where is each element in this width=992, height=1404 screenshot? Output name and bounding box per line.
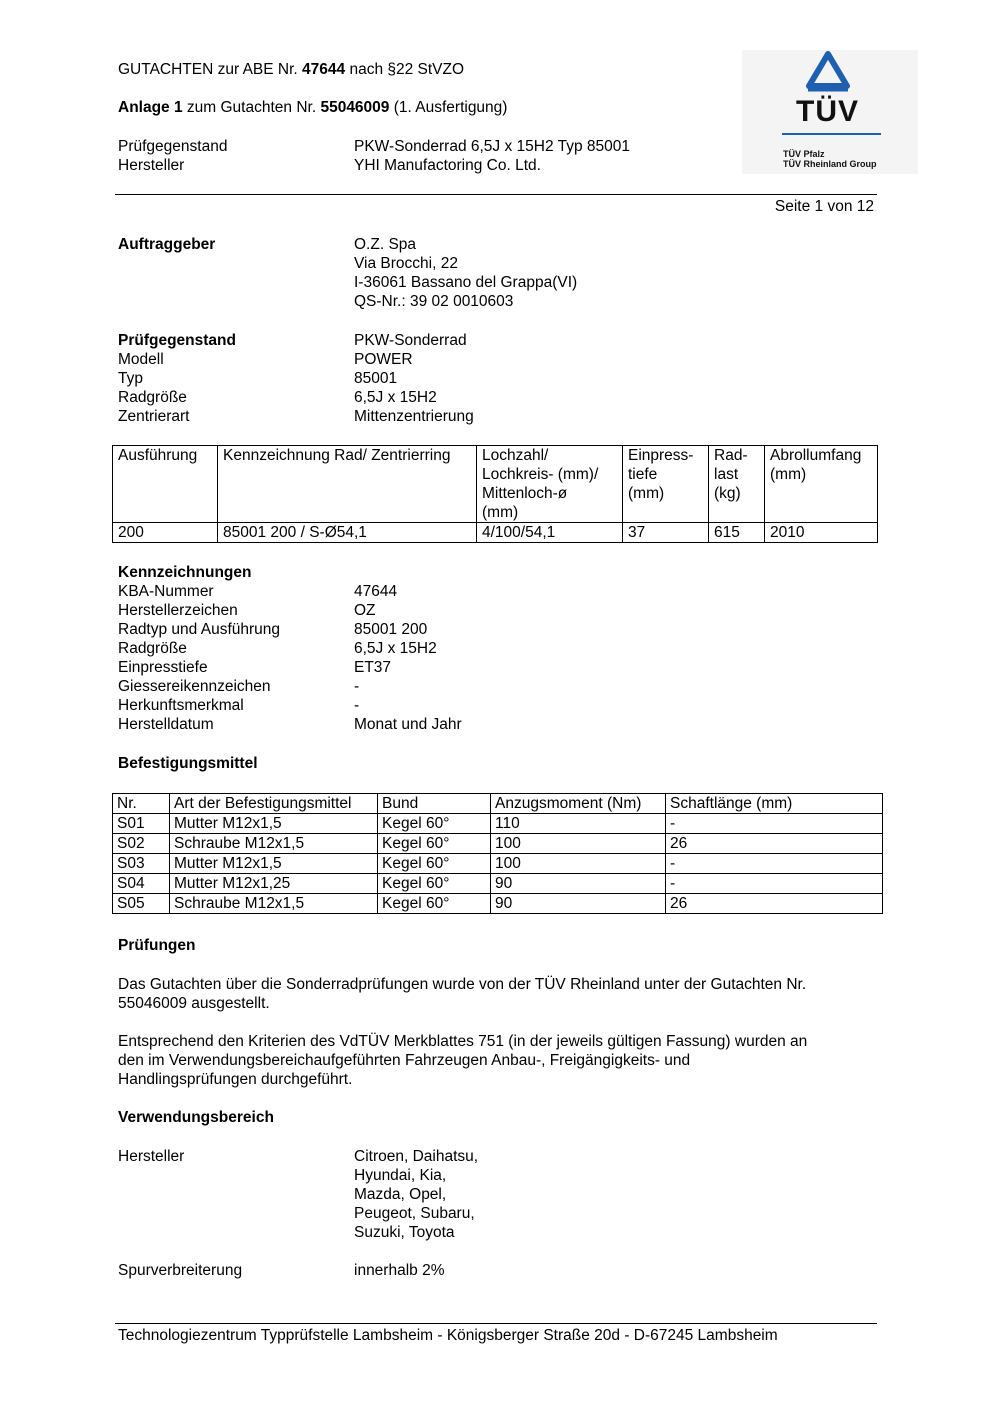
table-header-cell: Ausführung	[113, 446, 218, 523]
page-number: Seite 1 von 12	[774, 198, 874, 215]
table-row	[113, 523, 878, 543]
pruefungen-paragraph-1: Das Gutachten über die Sonderradprüfungen wurde von der TÜV Rheinland unter der Gutachten Nr. 55046009 ausgestellt.	[118, 976, 807, 1012]
footer-divider	[115, 1323, 877, 1324]
hersteller-list: Citroen, Daihatsu, Hyundai, Kia, Mazda, Opel, Peugeot, Subaru, Suzuki, Toyota	[354, 1148, 479, 1241]
table-row: S02 Schraube M12x1,5 Kegel 60° 100 26	[113, 834, 883, 854]
table-cell: 4/100/54,1	[477, 523, 623, 543]
table-cell: 200	[113, 523, 218, 543]
table-header-cell: Bund	[378, 794, 491, 814]
document-title: GUTACHTEN zur ABE Nr. 47644 nach §22 StVZO	[118, 61, 465, 78]
table-header-cell: Kennzeichnung Rad/ Zentrierring	[218, 446, 477, 523]
table-cell: 37	[623, 523, 709, 543]
section-title-auftraggeber: Auftraggeber	[118, 236, 216, 253]
table-header-cell: Schaftlänge (mm)	[666, 794, 883, 814]
fastener-table	[112, 793, 883, 914]
table-header-cell: Rad- last (kg)	[709, 446, 765, 523]
section-title-kennzeichnungen: Kennzeichnungen	[118, 564, 252, 581]
section-title-befestigungsmittel: Befestigungsmittel	[118, 755, 258, 772]
table-header-cell: Einpress- tiefe (mm)	[623, 446, 709, 523]
section-title-verwendungsbereich: Verwendungsbereich	[118, 1109, 274, 1126]
table-cell: 85001 200 / S-Ø54,1	[218, 523, 477, 543]
table-header-cell: Nr.	[113, 794, 170, 814]
section-title-pruefungen: Prüfungen	[118, 937, 196, 954]
table-row: S03 Mutter M12x1,5 Kegel 60° 100 -	[113, 854, 883, 874]
hersteller-label: Hersteller	[118, 1148, 185, 1165]
table-row: S01 Mutter M12x1,5 Kegel 60° 110 -	[113, 814, 883, 834]
logo-sub1: TÜV Pfalz	[783, 149, 825, 159]
table-header-cell: Anzugsmoment (Nm)	[491, 794, 666, 814]
table-header-row	[113, 446, 878, 523]
auftraggeber-address: O.Z. Spa Via Brocchi, 22 I-36061 Bassano del Grappa(VI) QS-Nr.: 39 02 0010603	[354, 236, 578, 310]
header-divider	[115, 194, 877, 195]
table-header-cell: Lochzahl/ Lochkreis- (mm)/ Mittenloch-ø (mm)	[477, 446, 623, 523]
wheel-spec-table	[112, 445, 878, 543]
table-cell: 2010	[765, 523, 878, 543]
table-row: S05 Schraube M12x1,5 Kegel 60° 90 26	[113, 894, 883, 914]
annex-title: Anlage 1 zum Gutachten Nr. 55046009 (1. Ausfertigung)	[118, 99, 508, 116]
spurverbreiterung-value: innerhalb 2%	[354, 1262, 445, 1279]
logo-mark: TÜV	[796, 95, 859, 128]
pruefgegenstand-value: PKW-Sonderrad	[354, 332, 467, 349]
table-row: S04 Mutter M12x1,25 Kegel 60° 90 -	[113, 874, 883, 894]
logo-sub2: TÜV Rheinland Group	[783, 159, 877, 169]
table-cell: 615	[709, 523, 765, 543]
pruefungen-paragraph-2: Entsprechend den Kriterien des VdTÜV Merkblattes 751 (in der jeweils gültigen Fassung) wurden an den im Verwendungsbereichaufgeführten Fahrzeugen Anbau-, Freigängigkeits- und Handlingsprüfungen durchgeführt.	[118, 1033, 808, 1088]
footer-address: Technologiezentrum Typprüfstelle Lambsheim - Königsberger Straße 20d - D-67245 Lambsheim	[118, 1327, 778, 1344]
table-header-cell: Art der Befestigungsmittel	[170, 794, 378, 814]
table-header-cell: Abrollumfang (mm)	[765, 446, 878, 523]
tuev-logo	[742, 50, 918, 174]
section-title-pruefgegenstand: Prüfgegenstand	[118, 332, 236, 349]
spurverbreiterung-label: Spurverbreiterung	[118, 1262, 243, 1279]
table-header-row	[113, 794, 883, 814]
